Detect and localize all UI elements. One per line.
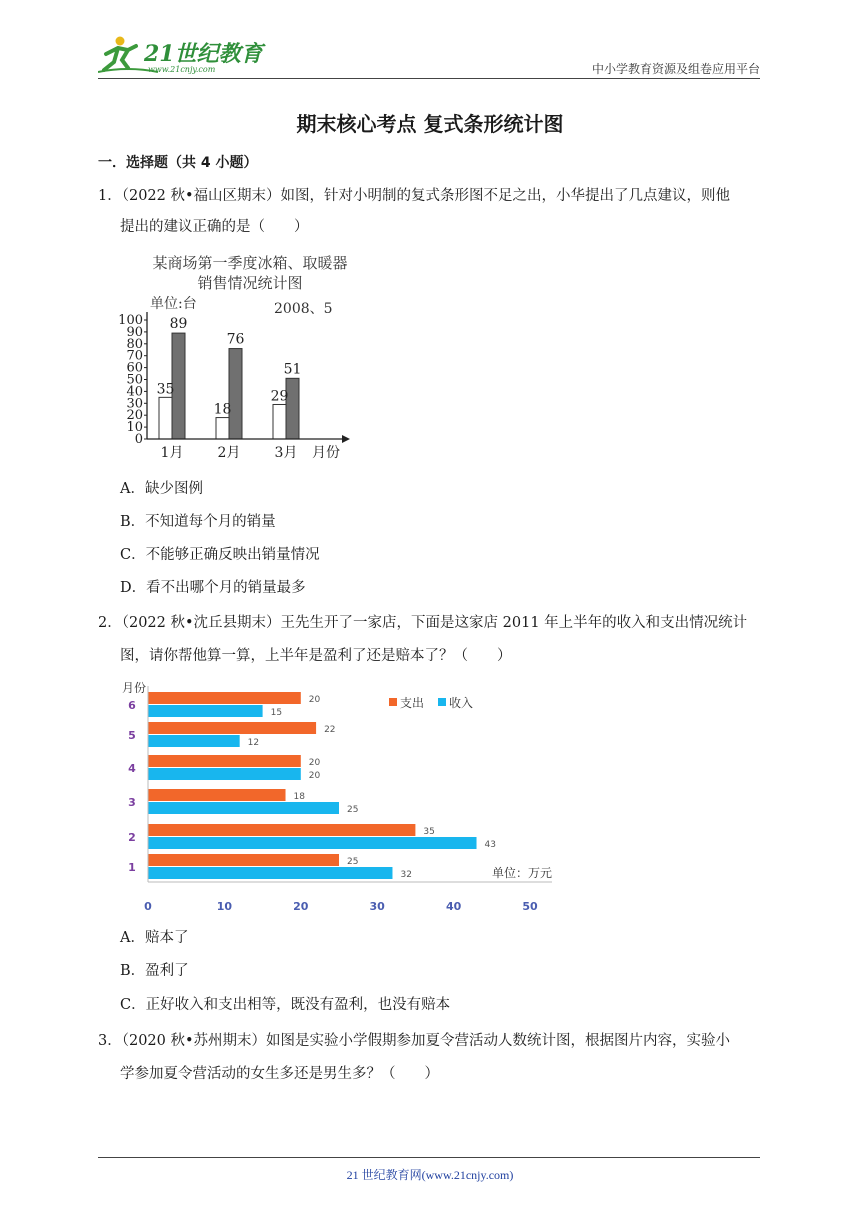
chart-1-ytick: 70 bbox=[126, 348, 143, 364]
question-1-text-cont: 提出的建议正确的是（ ） bbox=[120, 219, 309, 235]
chart-2-xtick: 10 bbox=[216, 900, 233, 913]
chart-1-ytick: 40 bbox=[126, 384, 143, 400]
chart-2-bar-income bbox=[148, 867, 392, 879]
chart-2-xtick: 40 bbox=[445, 900, 462, 913]
chart-2-bar-income bbox=[148, 705, 263, 717]
question-2-text-cont: 图，请你帮他算一算，上半年是盈利了还是赔本了？（ ） bbox=[120, 648, 512, 664]
page-title: 期末核心考点 复式条形统计图 bbox=[296, 112, 564, 136]
chart-2-label-expense: 25 bbox=[347, 857, 359, 867]
chart-1-data-label: 35 bbox=[156, 381, 175, 398]
chart-1-xtick: 1月 bbox=[160, 445, 184, 461]
chart-1-bar-series-2 bbox=[286, 378, 299, 439]
chart-1-data-label: 76 bbox=[226, 331, 245, 348]
chart-1-ytick: 20 bbox=[126, 408, 143, 424]
chart-2-label-expense: 35 bbox=[423, 827, 435, 837]
chart-1-data-label: 51 bbox=[283, 361, 302, 378]
chart-2-legend-expense: 支出 bbox=[400, 696, 425, 710]
q1-option-a: A．缺少图例 bbox=[120, 481, 203, 497]
chart-1-title-line1: 某商场第一季度冰箱、取暖器 bbox=[152, 254, 348, 272]
chart-2-xtick: 20 bbox=[293, 900, 309, 913]
chart-2-legend-income: 收入 bbox=[449, 696, 474, 710]
chart-1-data-label: 89 bbox=[169, 316, 188, 333]
logo-url: www.21cnjy.com bbox=[148, 65, 216, 74]
chart-2-ytick: 3 bbox=[128, 796, 136, 809]
chart-1-ytick: 10 bbox=[126, 420, 143, 436]
chart-2-bar-income bbox=[148, 768, 301, 780]
chart-2-legend-swatch-expense bbox=[389, 698, 397, 706]
chart-1-ytick: 100 bbox=[118, 313, 143, 328]
chart-1-xlabel: 月份 bbox=[312, 445, 340, 461]
question-3-text-cont: 学参加夏令营活动的女生多还是男生多？（ ） bbox=[120, 1066, 439, 1082]
footer-text: 21 世纪教育网(www.21cnjy.com) bbox=[346, 1168, 514, 1182]
chart-1-xtick: 2月 bbox=[217, 445, 241, 461]
chart-1-ytick: 50 bbox=[126, 372, 143, 388]
chart-2-xtick: 0 bbox=[144, 900, 152, 913]
chart-2-bar-expense bbox=[148, 789, 286, 801]
chart-2-label-income: 25 bbox=[347, 805, 359, 815]
chart-1-bar-series-1 bbox=[216, 418, 229, 439]
section-heading: 一．选择题（共 4 小题） bbox=[98, 155, 258, 171]
chart-2-unit: 单位：万元 bbox=[492, 866, 553, 880]
header-divider bbox=[98, 78, 760, 79]
chart-2-label-expense: 20 bbox=[308, 758, 321, 768]
chart-2-label-income: 32 bbox=[400, 870, 412, 880]
chart-2-bar-expense bbox=[148, 854, 339, 866]
q2-option-b: B．盈利了 bbox=[120, 963, 189, 979]
chart-1-ytick: 0 bbox=[134, 432, 143, 447]
chart-1-unit: 单位:台 bbox=[150, 296, 197, 312]
chart-2-bar-expense bbox=[148, 692, 301, 704]
chart-2-ytick: 1 bbox=[128, 861, 136, 874]
chart-2-label-expense: 20 bbox=[308, 695, 321, 705]
chart-2-income-expense bbox=[112, 676, 582, 916]
chart-2-label-income: 20 bbox=[308, 771, 321, 781]
chart-2-ytick: 4 bbox=[128, 762, 136, 775]
q2-option-a: A．赔本了 bbox=[120, 930, 189, 946]
chart-2-xtick: 30 bbox=[369, 900, 385, 913]
chart-1-xtick: 3月 bbox=[274, 445, 298, 461]
chart-2-ytick: 5 bbox=[128, 729, 136, 742]
chart-1-title-line2: 销售情况统计图 bbox=[197, 274, 303, 292]
chart-2-label-income: 12 bbox=[247, 738, 260, 748]
chart-2-ytick: 2 bbox=[128, 831, 136, 844]
chart-1-bar-series-1 bbox=[273, 404, 286, 439]
chart-2-bar-income bbox=[148, 735, 240, 747]
chart-1-fridge-heater-sales bbox=[112, 250, 362, 465]
q1-option-d: D．看不出哪个月的销量最多 bbox=[120, 580, 306, 596]
chart-2-label-expense: 22 bbox=[324, 725, 336, 735]
chart-2-label-income: 15 bbox=[270, 708, 283, 718]
question-2-text: 2．（2022 秋•沈丘县期末）王先生开了一家店，下面是这家店 2011 年上半年的收入和支出情况统计 bbox=[98, 615, 748, 631]
question-3-text: 3．（2020 秋•苏州期末）如图是实验小学假期参加夏令营活动人数统计图，根据图片内容，实验小 bbox=[98, 1033, 731, 1049]
q2-option-c: C．正好收入和支出相等，既没有盈利，也没有赔本 bbox=[120, 997, 451, 1013]
chart-2-xtick: 50 bbox=[522, 900, 538, 913]
page-header bbox=[98, 30, 760, 80]
chart-2-ylabel: 月份 bbox=[122, 681, 147, 695]
logo-text: 21世纪教育 bbox=[144, 41, 263, 67]
chart-2-label-expense: 18 bbox=[293, 792, 305, 802]
chart-2-bar-income bbox=[148, 837, 477, 849]
chart-2-bar-expense bbox=[148, 755, 301, 767]
chart-1-bar-series-2 bbox=[229, 349, 242, 439]
chart-1-data-label: 18 bbox=[213, 401, 232, 418]
q1-option-b: B．不知道每个月的销量 bbox=[120, 514, 276, 530]
header-platform-text: 中小学教育资源及组卷应用平台 bbox=[591, 62, 760, 76]
chart-1-ytick: 80 bbox=[126, 336, 143, 352]
question-1-text: 1．（2022 秋•福山区期末）如图，针对小明制的复式条形图不足之出，小华提出了几点建议，则他 bbox=[98, 188, 731, 204]
chart-2-bar-income bbox=[148, 802, 339, 814]
chart-2-bar-expense bbox=[148, 722, 316, 734]
chart-1-data-label: 29 bbox=[270, 388, 289, 405]
chart-1-date: 2008、5 bbox=[274, 301, 333, 317]
chart-1-ytick: 30 bbox=[126, 396, 143, 412]
footer-divider bbox=[98, 1157, 760, 1158]
chart-2-legend-swatch-income bbox=[438, 698, 446, 706]
chart-1-ytick: 60 bbox=[126, 360, 143, 376]
chart-2-bar-expense bbox=[148, 824, 415, 836]
chart-2-ytick: 6 bbox=[128, 699, 136, 712]
chart-1-x-arrow bbox=[342, 435, 350, 443]
q1-option-c: C．不能够正确反映出销量情况 bbox=[120, 547, 320, 563]
chart-1-ytick: 90 bbox=[126, 324, 143, 340]
chart-1-bar-series-1 bbox=[159, 397, 172, 439]
logo-21cnjy bbox=[98, 34, 268, 76]
chart-2-label-income: 43 bbox=[484, 840, 496, 850]
